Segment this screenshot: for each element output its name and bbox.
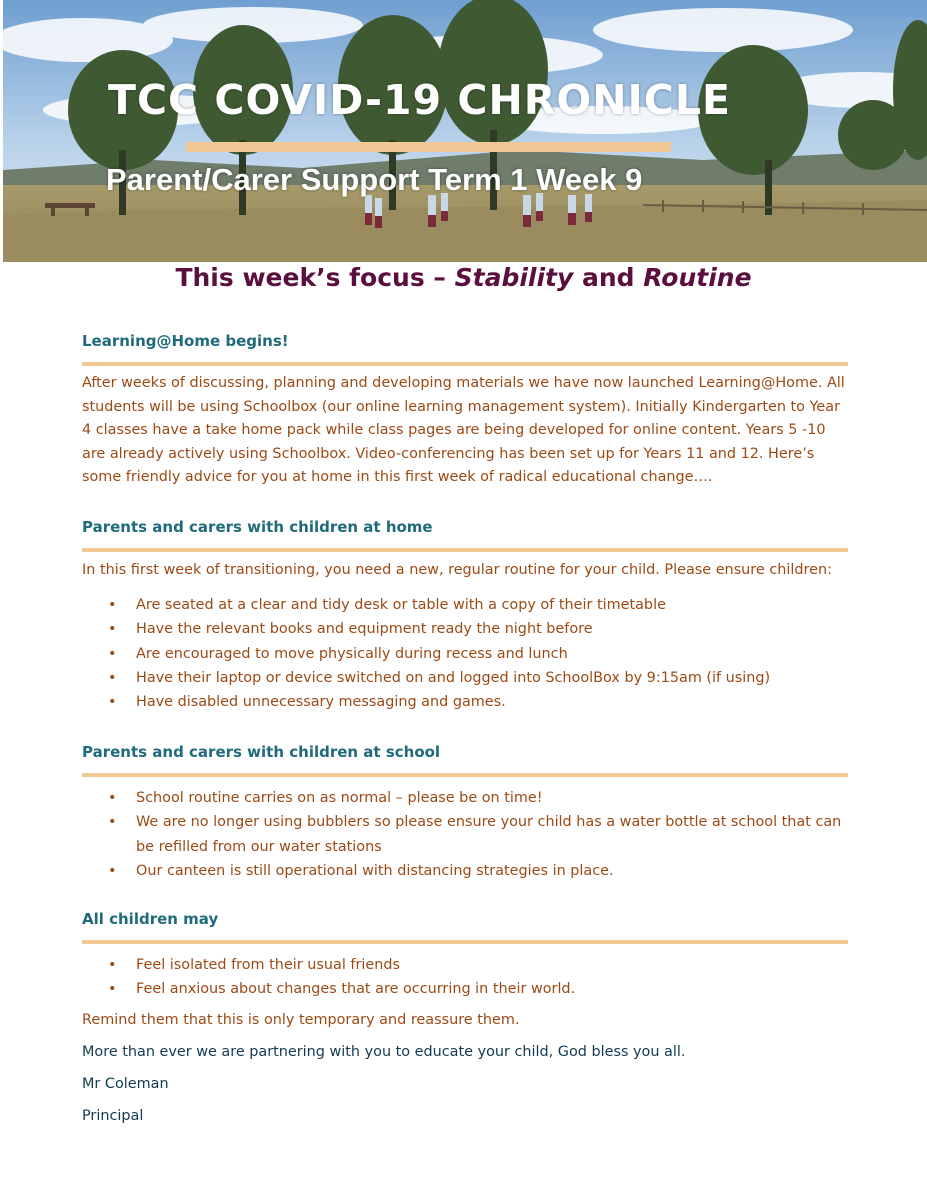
list-item: • We are no longer using bubblers so please ensure your child has a water bottle at school that can be refilled from our water stations: [82, 810, 842, 859]
list-item: • Have disabled unnecessary messaging and games.: [82, 690, 842, 714]
banner-photo: [3, 0, 927, 262]
list-item: • Feel isolated from their usual friends: [82, 953, 842, 977]
focus-word-stability: Stability: [454, 263, 574, 292]
list-item: • Have their laptop or device switched on and logged into SchoolBox by 9:15am (if using): [82, 666, 842, 690]
focus-prefix: This week’s focus –: [175, 263, 455, 292]
list-item: • School routine carries on as normal – please be on time!: [82, 786, 842, 810]
banner-divider: [186, 142, 671, 152]
section-heading-school: Parents and carers with children at school: [82, 743, 441, 761]
focus-word-routine: Routine: [643, 263, 752, 292]
section-divider: [82, 362, 848, 366]
weekly-focus-heading: [0, 263, 927, 292]
banner-title: TCC COVID-19 CHRONICLE: [108, 76, 732, 124]
list-item: • Our canteen is still operational with distancing strategies in place.: [82, 859, 842, 883]
section-divider: [82, 548, 848, 552]
school-list: [82, 786, 842, 883]
learning-paragraph: After weeks of discussing, planning and developing materials we have now launched Learning@Home. All students will be using Schoolbox (our online learning management system). Initially Kindergarten to Year 4 classes have a take home pack while class pages are being developed for online content. Years 5 -10 are already actively using Schoolbox. Video-conferencing has been set up for Years 11 and 12. Here’s some friendly advice for you at home in this first week of radical educational change….: [82, 375, 845, 485]
section-heading-learning: Learning@Home begins!: [82, 332, 289, 350]
section-heading-home: Parents and carers with children at home: [82, 518, 433, 536]
list-item: • Have the relevant books and equipment ready the night before: [82, 617, 842, 641]
remind-text: Remind them that this is only temporary and reassure them.: [82, 1012, 520, 1028]
focus-middle: and: [573, 263, 644, 292]
banner: [3, 0, 927, 262]
banner-subtitle: Parent/Carer Support Term 1 Week 9: [106, 162, 643, 197]
list-item: • Are seated at a clear and tidy desk or table with a copy of their timetable: [82, 593, 842, 617]
signature-role: Principal: [82, 1108, 144, 1124]
section-divider: [82, 940, 848, 944]
partnering-text: More than ever we are partnering with you to educate your child, God bless you all.: [82, 1044, 686, 1060]
home-list: [82, 593, 842, 714]
section-divider: [82, 773, 848, 777]
signature-name: Mr Coleman: [82, 1076, 169, 1092]
all-children-list: [82, 953, 842, 1002]
list-item: • Feel anxious about changes that are occurring in their world.: [82, 977, 842, 1001]
section-heading-all-children: All children may: [82, 910, 219, 928]
home-intro: In this first week of transitioning, you need a new, regular routine for your child. Please ensure children:: [82, 562, 832, 578]
list-item: • Are encouraged to move physically during recess and lunch: [82, 642, 842, 666]
